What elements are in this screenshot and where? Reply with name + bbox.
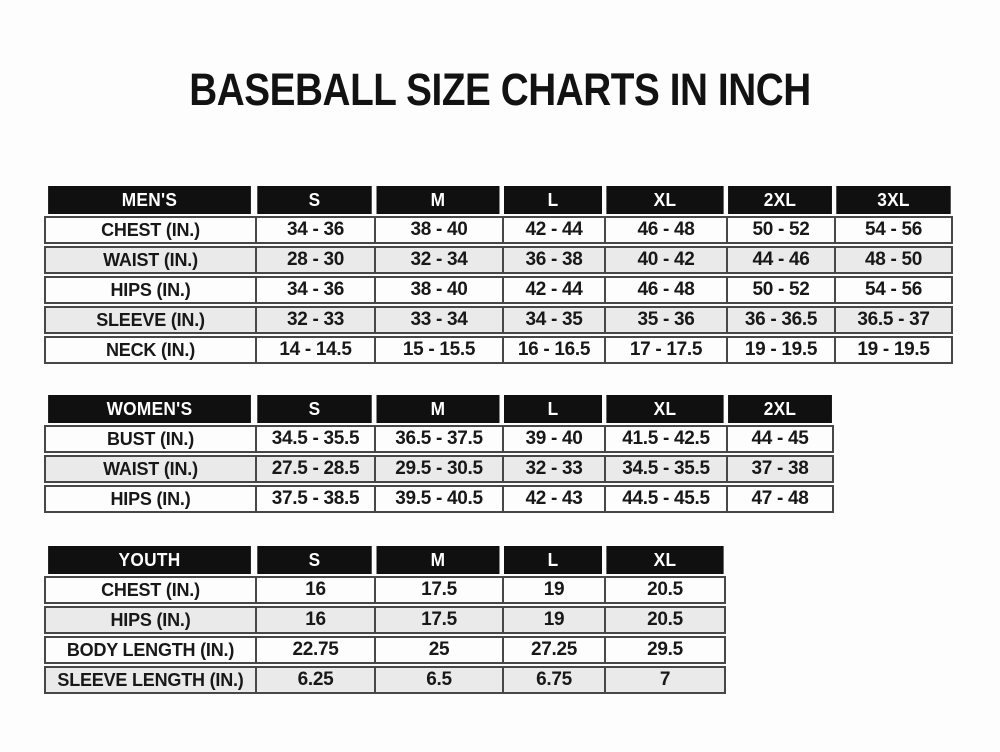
size-value-cell: 20.5 [604, 576, 726, 604]
size-value-cell: 29.5 - 30.5 [374, 455, 502, 483]
size-value-cell: 14 - 14.5 [255, 336, 374, 364]
size-column-header: XL [606, 546, 723, 574]
size-value-cell: 22.75 [255, 636, 374, 664]
size-value-cell: 19 - 19.5 [834, 336, 953, 364]
size-value-cell: 48 - 50 [834, 246, 953, 274]
size-column-header: 2XL [728, 186, 832, 214]
size-value-cell: 17.5 [374, 606, 502, 634]
row-label-cell: BODY LENGTH (IN.) [44, 636, 255, 664]
size-value-cell: 15 - 15.5 [374, 336, 502, 364]
size-value-cell: 46 - 48 [604, 276, 726, 304]
size-column-header: L [504, 395, 602, 423]
size-value-cell: 38 - 40 [374, 216, 502, 244]
size-column-header: S [257, 395, 371, 423]
size-column-header: S [257, 186, 371, 214]
youth-table-title-cell: YOUTH [48, 546, 251, 574]
size-value-cell: 36.5 - 37.5 [374, 425, 502, 453]
size-column-header: 2XL [728, 395, 832, 423]
row-label-cell: NECK (IN.) [44, 336, 255, 364]
size-value-cell: 41.5 - 42.5 [604, 425, 726, 453]
size-column-header: S [257, 546, 371, 574]
size-value-cell: 42 - 44 [502, 216, 604, 244]
row-label-cell: CHEST (IN.) [44, 216, 255, 244]
size-value-cell: 50 - 52 [726, 216, 834, 244]
size-value-cell: 19 - 19.5 [726, 336, 834, 364]
size-value-cell: 46 - 48 [604, 216, 726, 244]
size-column-header: M [377, 546, 500, 574]
size-value-cell: 27.25 [502, 636, 604, 664]
row-label-cell: HIPS (IN.) [44, 485, 255, 513]
size-value-cell: 34 - 36 [255, 276, 374, 304]
size-value-cell: 50 - 52 [726, 276, 834, 304]
size-value-cell: 44.5 - 45.5 [604, 485, 726, 513]
table-row [44, 576, 726, 604]
row-label-cell: WAIST (IN.) [44, 455, 255, 483]
size-value-cell: 44 - 46 [726, 246, 834, 274]
row-label-cell: SLEEVE LENGTH (IN.) [44, 666, 255, 694]
size-column-header: L [504, 186, 602, 214]
size-value-cell: 27.5 - 28.5 [255, 455, 374, 483]
size-value-cell: 17 - 17.5 [604, 336, 726, 364]
row-label-cell: SLEEVE (IN.) [44, 306, 255, 334]
size-value-cell: 42 - 44 [502, 276, 604, 304]
table-row [44, 336, 953, 364]
table-row [44, 425, 834, 453]
page-title: BASEBALL SIZE CHARTS IN INCH [189, 64, 811, 115]
size-column-header: L [504, 546, 602, 574]
size-value-cell: 36 - 38 [502, 246, 604, 274]
size-value-cell: 32 - 34 [374, 246, 502, 274]
size-value-cell: 16 [255, 606, 374, 634]
mens-table-title-cell: MEN'S [48, 186, 251, 214]
size-value-cell: 16 [255, 576, 374, 604]
size-value-cell: 36.5 - 37 [834, 306, 953, 334]
table-row [44, 246, 953, 274]
row-label-cell: HIPS (IN.) [44, 606, 255, 634]
size-value-cell: 37.5 - 38.5 [255, 485, 374, 513]
size-value-cell: 20.5 [604, 606, 726, 634]
size-column-header: 3XL [836, 186, 950, 214]
size-value-cell: 47 - 48 [726, 485, 834, 513]
size-value-cell: 34.5 - 35.5 [255, 425, 374, 453]
size-value-cell: 32 - 33 [502, 455, 604, 483]
youth-size-table [44, 544, 726, 696]
youth-header-row [44, 546, 726, 574]
size-value-cell: 19 [502, 606, 604, 634]
size-column-header: M [377, 395, 500, 423]
table-row [44, 636, 726, 664]
size-value-cell: 34 - 36 [255, 216, 374, 244]
mens-header-row [44, 186, 953, 214]
size-value-cell: 44 - 45 [726, 425, 834, 453]
size-column-header: XL [606, 186, 723, 214]
size-value-cell: 39 - 40 [502, 425, 604, 453]
size-value-cell: 16 - 16.5 [502, 336, 604, 364]
size-value-cell: 6.75 [502, 666, 604, 694]
size-value-cell: 34 - 35 [502, 306, 604, 334]
womens-header-row [44, 395, 834, 423]
size-value-cell: 54 - 56 [834, 276, 953, 304]
size-value-cell: 7 [604, 666, 726, 694]
size-value-cell: 6.25 [255, 666, 374, 694]
size-value-cell: 6.5 [374, 666, 502, 694]
size-value-cell: 39.5 - 40.5 [374, 485, 502, 513]
size-value-cell: 40 - 42 [604, 246, 726, 274]
table-row [44, 216, 953, 244]
size-value-cell: 37 - 38 [726, 455, 834, 483]
size-value-cell: 32 - 33 [255, 306, 374, 334]
size-value-cell: 25 [374, 636, 502, 664]
size-value-cell: 33 - 34 [374, 306, 502, 334]
size-value-cell: 36 - 36.5 [726, 306, 834, 334]
mens-size-table [44, 184, 953, 366]
table-row [44, 666, 726, 694]
table-row [44, 306, 953, 334]
size-value-cell: 29.5 [604, 636, 726, 664]
table-row [44, 276, 953, 304]
size-column-header: XL [606, 395, 723, 423]
size-value-cell: 42 - 43 [502, 485, 604, 513]
row-label-cell: CHEST (IN.) [44, 576, 255, 604]
size-value-cell: 28 - 30 [255, 246, 374, 274]
size-value-cell: 19 [502, 576, 604, 604]
table-row [44, 606, 726, 634]
row-label-cell: HIPS (IN.) [44, 276, 255, 304]
womens-size-table [44, 393, 834, 515]
row-label-cell: WAIST (IN.) [44, 246, 255, 274]
size-value-cell: 17.5 [374, 576, 502, 604]
row-label-cell: BUST (IN.) [44, 425, 255, 453]
size-value-cell: 38 - 40 [374, 276, 502, 304]
size-value-cell: 54 - 56 [834, 216, 953, 244]
size-value-cell: 34.5 - 35.5 [604, 455, 726, 483]
table-row [44, 455, 834, 483]
womens-table-title-cell: WOMEN'S [48, 395, 251, 423]
table-row [44, 485, 834, 513]
size-column-header: M [377, 186, 500, 214]
size-value-cell: 35 - 36 [604, 306, 726, 334]
